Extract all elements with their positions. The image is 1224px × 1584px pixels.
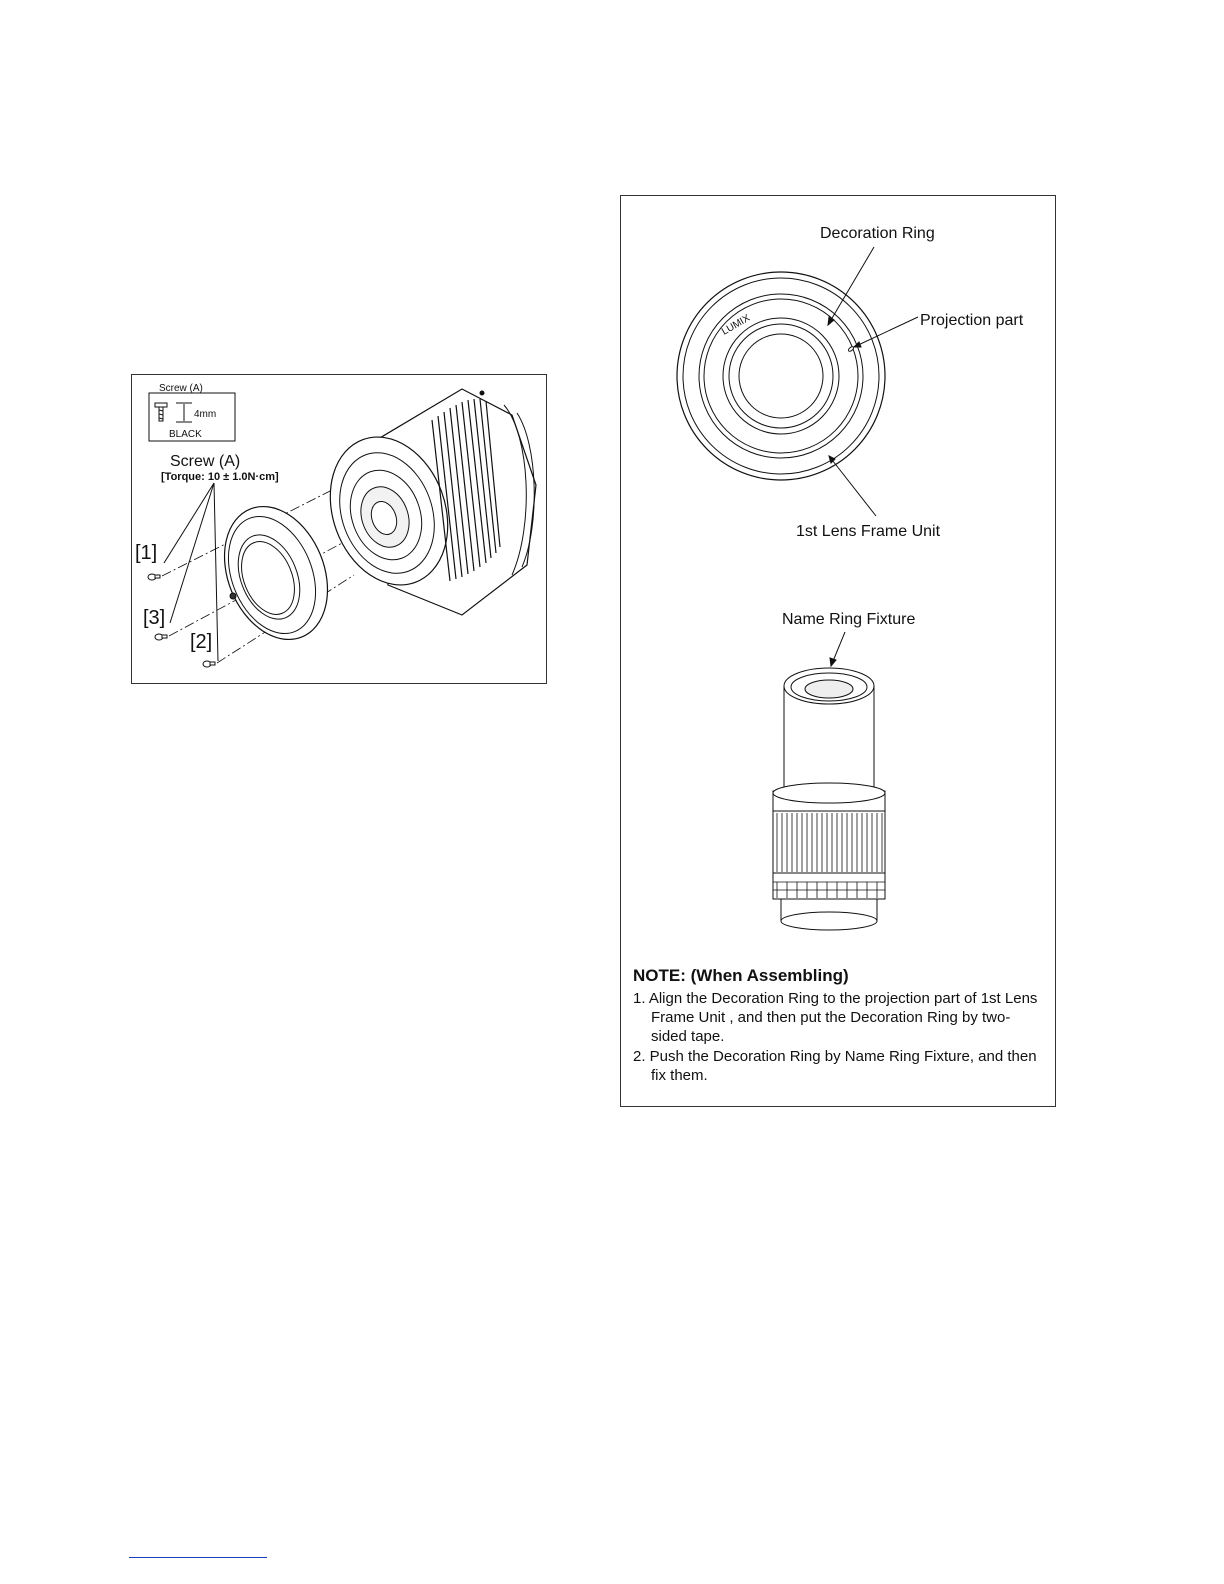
decoration-ring-diagram	[621, 196, 1055, 956]
concentric-rings	[677, 272, 885, 480]
lens-body	[773, 783, 885, 930]
fixture-leader-line	[830, 632, 845, 666]
note-title: NOTE: (When Assembling)	[633, 966, 849, 985]
name-ring-fixture	[784, 668, 874, 796]
mount-ring	[206, 491, 347, 655]
mount-exploded-figure	[131, 374, 547, 684]
ring-logo: LUMIX	[720, 312, 752, 338]
note-item-2: 2. Push the Decoration Ring by Name Ring Fixture, and then fix them.	[633, 1048, 1037, 1084]
inset-title: Screw (A)	[159, 383, 203, 394]
inset-color: BLACK	[169, 429, 202, 440]
callout-3: [3]	[143, 607, 166, 629]
footer-link-rule	[129, 1557, 267, 1558]
decoration-ring-figure	[620, 195, 1056, 1107]
projection-part-label: Projection part	[920, 312, 1024, 329]
assembly-note	[633, 966, 1045, 1085]
projection-part-mark	[848, 346, 855, 352]
callout-1: [1]	[135, 542, 158, 564]
decoration-ring-label: Decoration Ring	[820, 225, 935, 242]
fixture-label: Name Ring Fixture	[782, 611, 916, 628]
top-leader-lines	[828, 247, 918, 516]
mount-exploded-diagram	[132, 375, 546, 683]
screw-label: Screw (A)	[170, 453, 241, 470]
frame-unit-label: 1st Lens Frame Unit	[796, 523, 941, 540]
inset-length: 4mm	[194, 409, 217, 420]
callout-2: [2]	[190, 631, 213, 653]
torque-label: [Torque: 10 ± 1.0N·cm]	[161, 471, 279, 483]
note-item-1: 1. Align the Decoration Ring to the projection part of 1st Lens Frame Unit , and then put the Decoration Ring by two-sided tape.	[633, 990, 1038, 1045]
